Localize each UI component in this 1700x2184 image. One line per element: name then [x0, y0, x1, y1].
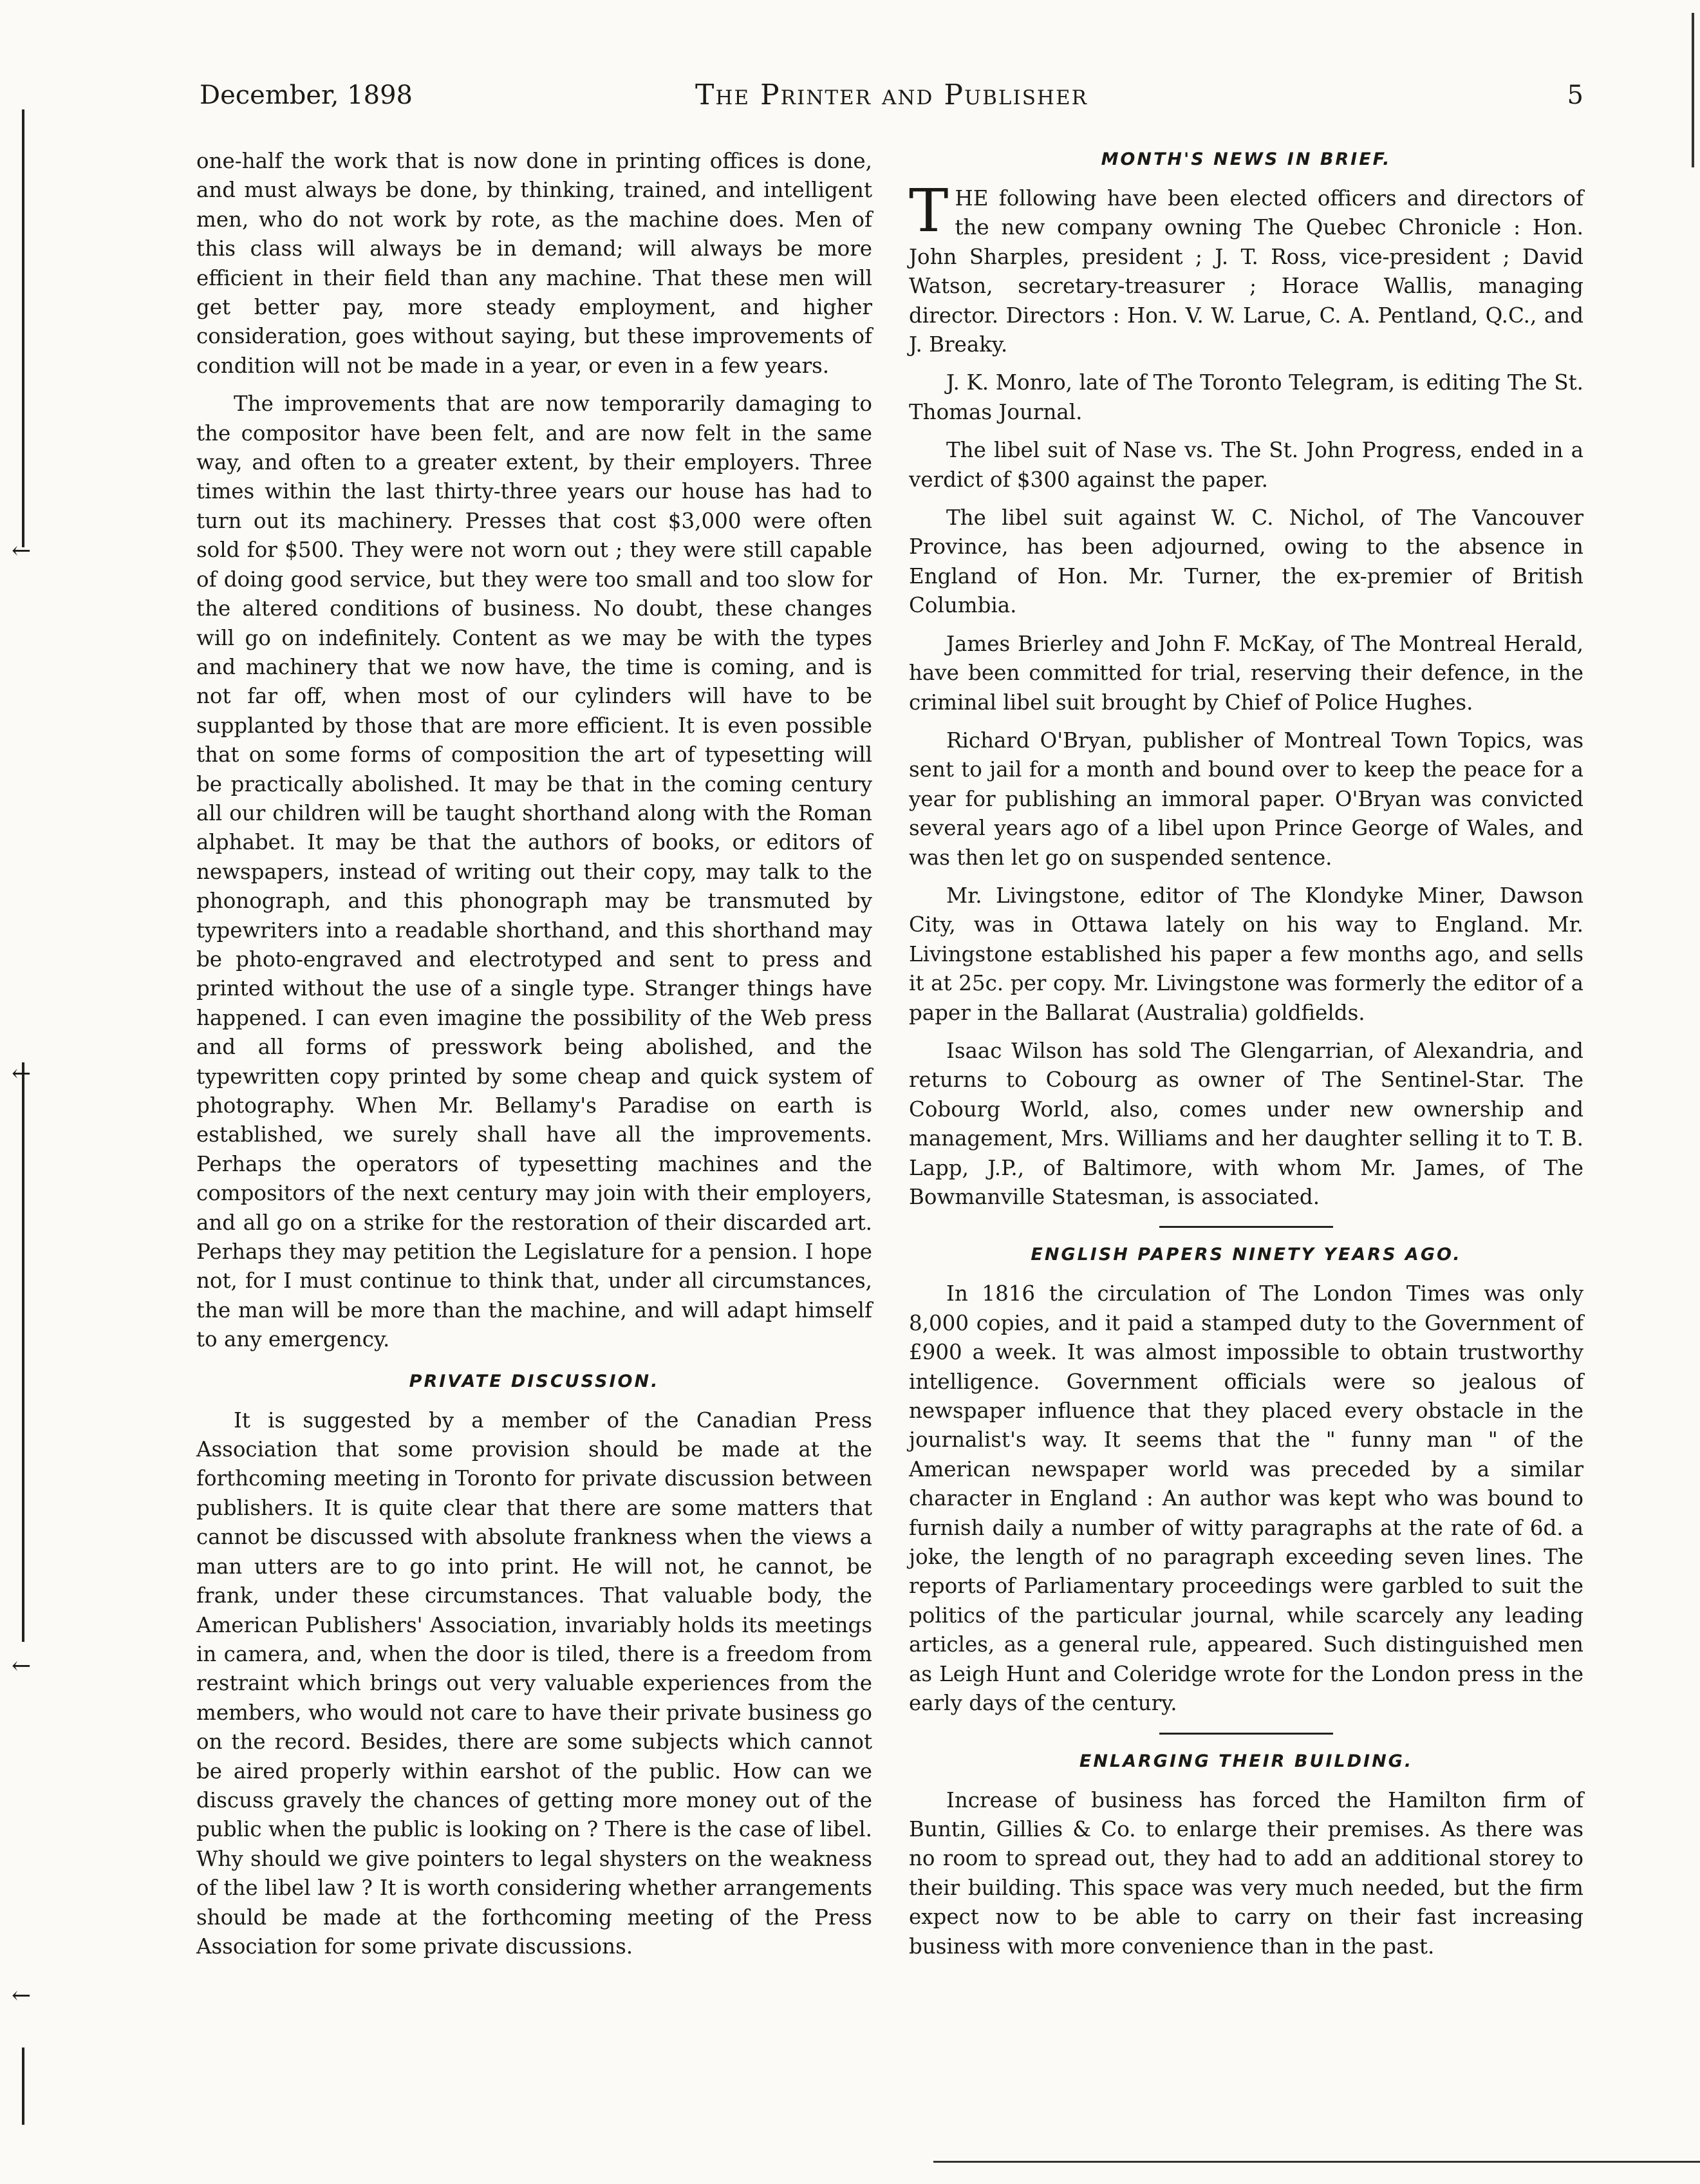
margin-arrow-mark: ← [12, 1653, 32, 1679]
right-column [909, 147, 1583, 1970]
margin-arrow-mark: ← [12, 1060, 32, 1087]
news-item: J. K. Monro, late of The Toronto Telegram, is editing The St. Thomas Journal. [909, 370, 1583, 424]
article-paragraph: It is suggested by a member of the Canadian Press Association that some provision should be made at the forthcoming meeting in Toronto for private discussion between publishers. It is quite clear that there are some matters that cannot be discussed with absolute frankness when the views a man utters are to go into print. He will not, he cannot, be frank, under these circumstances. That valuable body, the American Publishers' Association, invariably holds its meetings in camera, and, when the door is tiled, there is a freedom from restraint which brings out very valuable experiences from the members, who would not care to have their private business go on the record. Besides, there are some subjects which cannot be aired properly within earshot of the public. How can we discuss gravely the chances of getting more money out of the public when the public is looking on ? There is the case of libel. Why should we give pointers to legal shysters on the weakness of the libel law ? It is worth considering whether arrangements should be made at the forthcoming meeting of the Press Association for some private discussions. [196, 1407, 872, 1959]
drop-cap: T [909, 176, 949, 245]
news-item: The libel suit of Nase vs. The St. John Progress, ended in a verdict of $300 against the paper. [909, 438, 1583, 492]
article-paragraph: Increase of business has forced the Hamilton firm of Buntin, Gillies & Co. to enlarge their premises. As there was no room to spread out, they had to add an additional storey to their building. This space was very much needed, but the firm expect now to be able to carry on their fast increasing business with more convenience than in the past. [909, 1787, 1583, 1959]
section-heading-private-discussion: PRIVATE DISCUSSION. [409, 1371, 660, 1391]
margin-arrow-mark: ← [12, 1982, 32, 2009]
left-column [196, 147, 872, 1970]
section-heading-enlarging: ENLARGING THEIR BUILDING. [1079, 1751, 1414, 1771]
section-divider [1159, 1226, 1333, 1228]
news-item: James Brierley and John F. McKay, of The Montreal Herald, have been committed for trial, reserving their defence, in the criminal libel suit brought by Chief of Police Hughes. [909, 631, 1583, 715]
page-header [200, 76, 1583, 121]
news-item: Richard O'Bryan, publisher of Montreal Town Topics, was sent to jail for a month and bound over to keep the peace for a year for publishing an immoral paper. O'Bryan was convicted several years ago of a libel upon Prince George of Wales, and was then let go on suspended sentence. [909, 728, 1583, 870]
header-page-number: 5 [1567, 80, 1583, 110]
page-edge-mark [1692, 13, 1694, 167]
news-item: Mr. Livingstone, editor of The Klondyke Miner, Dawson City, was in Ottawa lately on his way to England. Mr. Livingstone established his paper a few months ago, and sells it at 25c. per copy. Mr. Livingstone was formerly the editor of a paper in the Ballarat (Australia) goldfields. [909, 883, 1583, 1025]
margin-arrow-mark: ← [12, 538, 32, 564]
section-divider [1159, 1733, 1333, 1735]
section-heading-english-papers: ENGLISH PAPERS NINETY YEARS AGO. [1031, 1245, 1462, 1265]
margin-binding-bar-middle [22, 1062, 24, 1642]
bottom-page-rule [933, 2161, 1700, 2163]
article-paragraph: one-half the work that is now done in printing offices is done, and must always be done, by thinking, trained, and intelligent men, who do not work by rote, as the machine does. Men of this class will always be in demand; will always be more efficient in their field than any machine. That these men will get better pay, more steady employment, and higher consideration, goes without saying, but these improvements of condition will not be made in a year, or even in a few years. [196, 149, 872, 378]
news-item-text: HE following have been elected officers and directors of the new company owning The Quebec Chronicle : Hon. John Sharples, president ; J. T. Ross, vice-president ; David Watson, secretary-treasurer ; Horace Wallis, managing director. Directors : Hon. V. W. Larue, C. A. Pentland, Q.C., and J. Breaky. [909, 186, 1583, 357]
news-item: Isaac Wilson has sold The Glengarrian, of Alexandria, and returns to Cobourg as owner of The Sentinel-Star. The Cobourg World, also, comes under new ownership and management, Mrs. Williams and her daughter selling it to T. B. Lapp, J.P., of Baltimore, with whom Mr. James, of The Bowmanville Statesman, is associated. [909, 1038, 1583, 1209]
margin-binding-bar-top [22, 109, 24, 547]
section-heading-months-news: MONTH'S NEWS IN BRIEF. [1101, 149, 1392, 169]
article-paragraph: The improvements that are now temporarily damaging to the compositor have been felt, and are now felt in the same way, and often to a greater extent, by their employers. Three times within the last thirty-three years our house has had to turn out its machinery. Presses that cost $3,000 were often sold for $500. They were not worn out ; they were still capable of doing good service, but they were too small and too slow for the altered conditions of business. No doubt, these changes will go on indefinitely. Content as we may be with the types and machinery that we now have, the time is coming, and is not far off, when most of our cylinders will have to be supplanted by those that are more efficient. It is even possible that on some forms of composition the art of typesetting will be practically abolished. It may be that in the coming century all our children will be taught shorthand along with the Roman alphabet. It may be that the authors of books, or editors of newspapers, instead of writing out their copy, may talk to the phonograph, and this phonograph may be transmuted by typewriters into a readable shorthand, and this shorthand may be photo-engraved and electrotyped and sent to press and printed without the use of a single type. Stranger things have happened. I can even imagine the possibility of the Web press and all forms of presswork being abolished, and the typewritten copy printed by some cheap and quick system of photography. When Mr. Bellamy's Paradise on earth is established, we surely shall have all the improvements. Perhaps the operators of typesetting machines and the compositors of the next century may join with their employers, and all go on a strike for the restoration of their discarded art. Perhaps they may petition the Legislature for a pension. I hope not, for I must continue to think that, under all circumstances, the man will be more than the machine, and will adapt himself to any emergency. [196, 391, 872, 1352]
news-item [909, 176, 1583, 359]
article-paragraph: In 1816 the circulation of The London Times was only 8,000 copies, and it paid a stamped duty to the Government of £900 a week. It was almost impossible to obtain trustworthy intelligence. Government officials were so jealous of newspaper influence that they placed every obstacle in the journalist's way. It seems that the " funny man " of the American newspaper world was preceded by a similar character in England : An author was kept who was bound to furnish daily a number of witty paragraphs at the rate of 6d. a joke, the length of no paragraph exceeding seven lines. The reports of Parliamentary proceedings were garbled to suit the politics of the particular journal, while scarcely any leading articles, as a general rule, appeared. Such distinguished men as Leigh Hunt and Coleridge wrote for the London press in the early days of the century. [909, 1281, 1583, 1716]
header-title: The Printer and Publisher [695, 79, 1088, 111]
header-date: December, 1898 [200, 80, 413, 110]
margin-binding-bar-bottom [22, 2048, 24, 2125]
news-item: The libel suit against W. C. Nichol, of The Vancouver Province, has been adjourned, owing to the absence in England of Hon. Mr. Turner, the ex-premier of British Columbia. [909, 505, 1583, 618]
